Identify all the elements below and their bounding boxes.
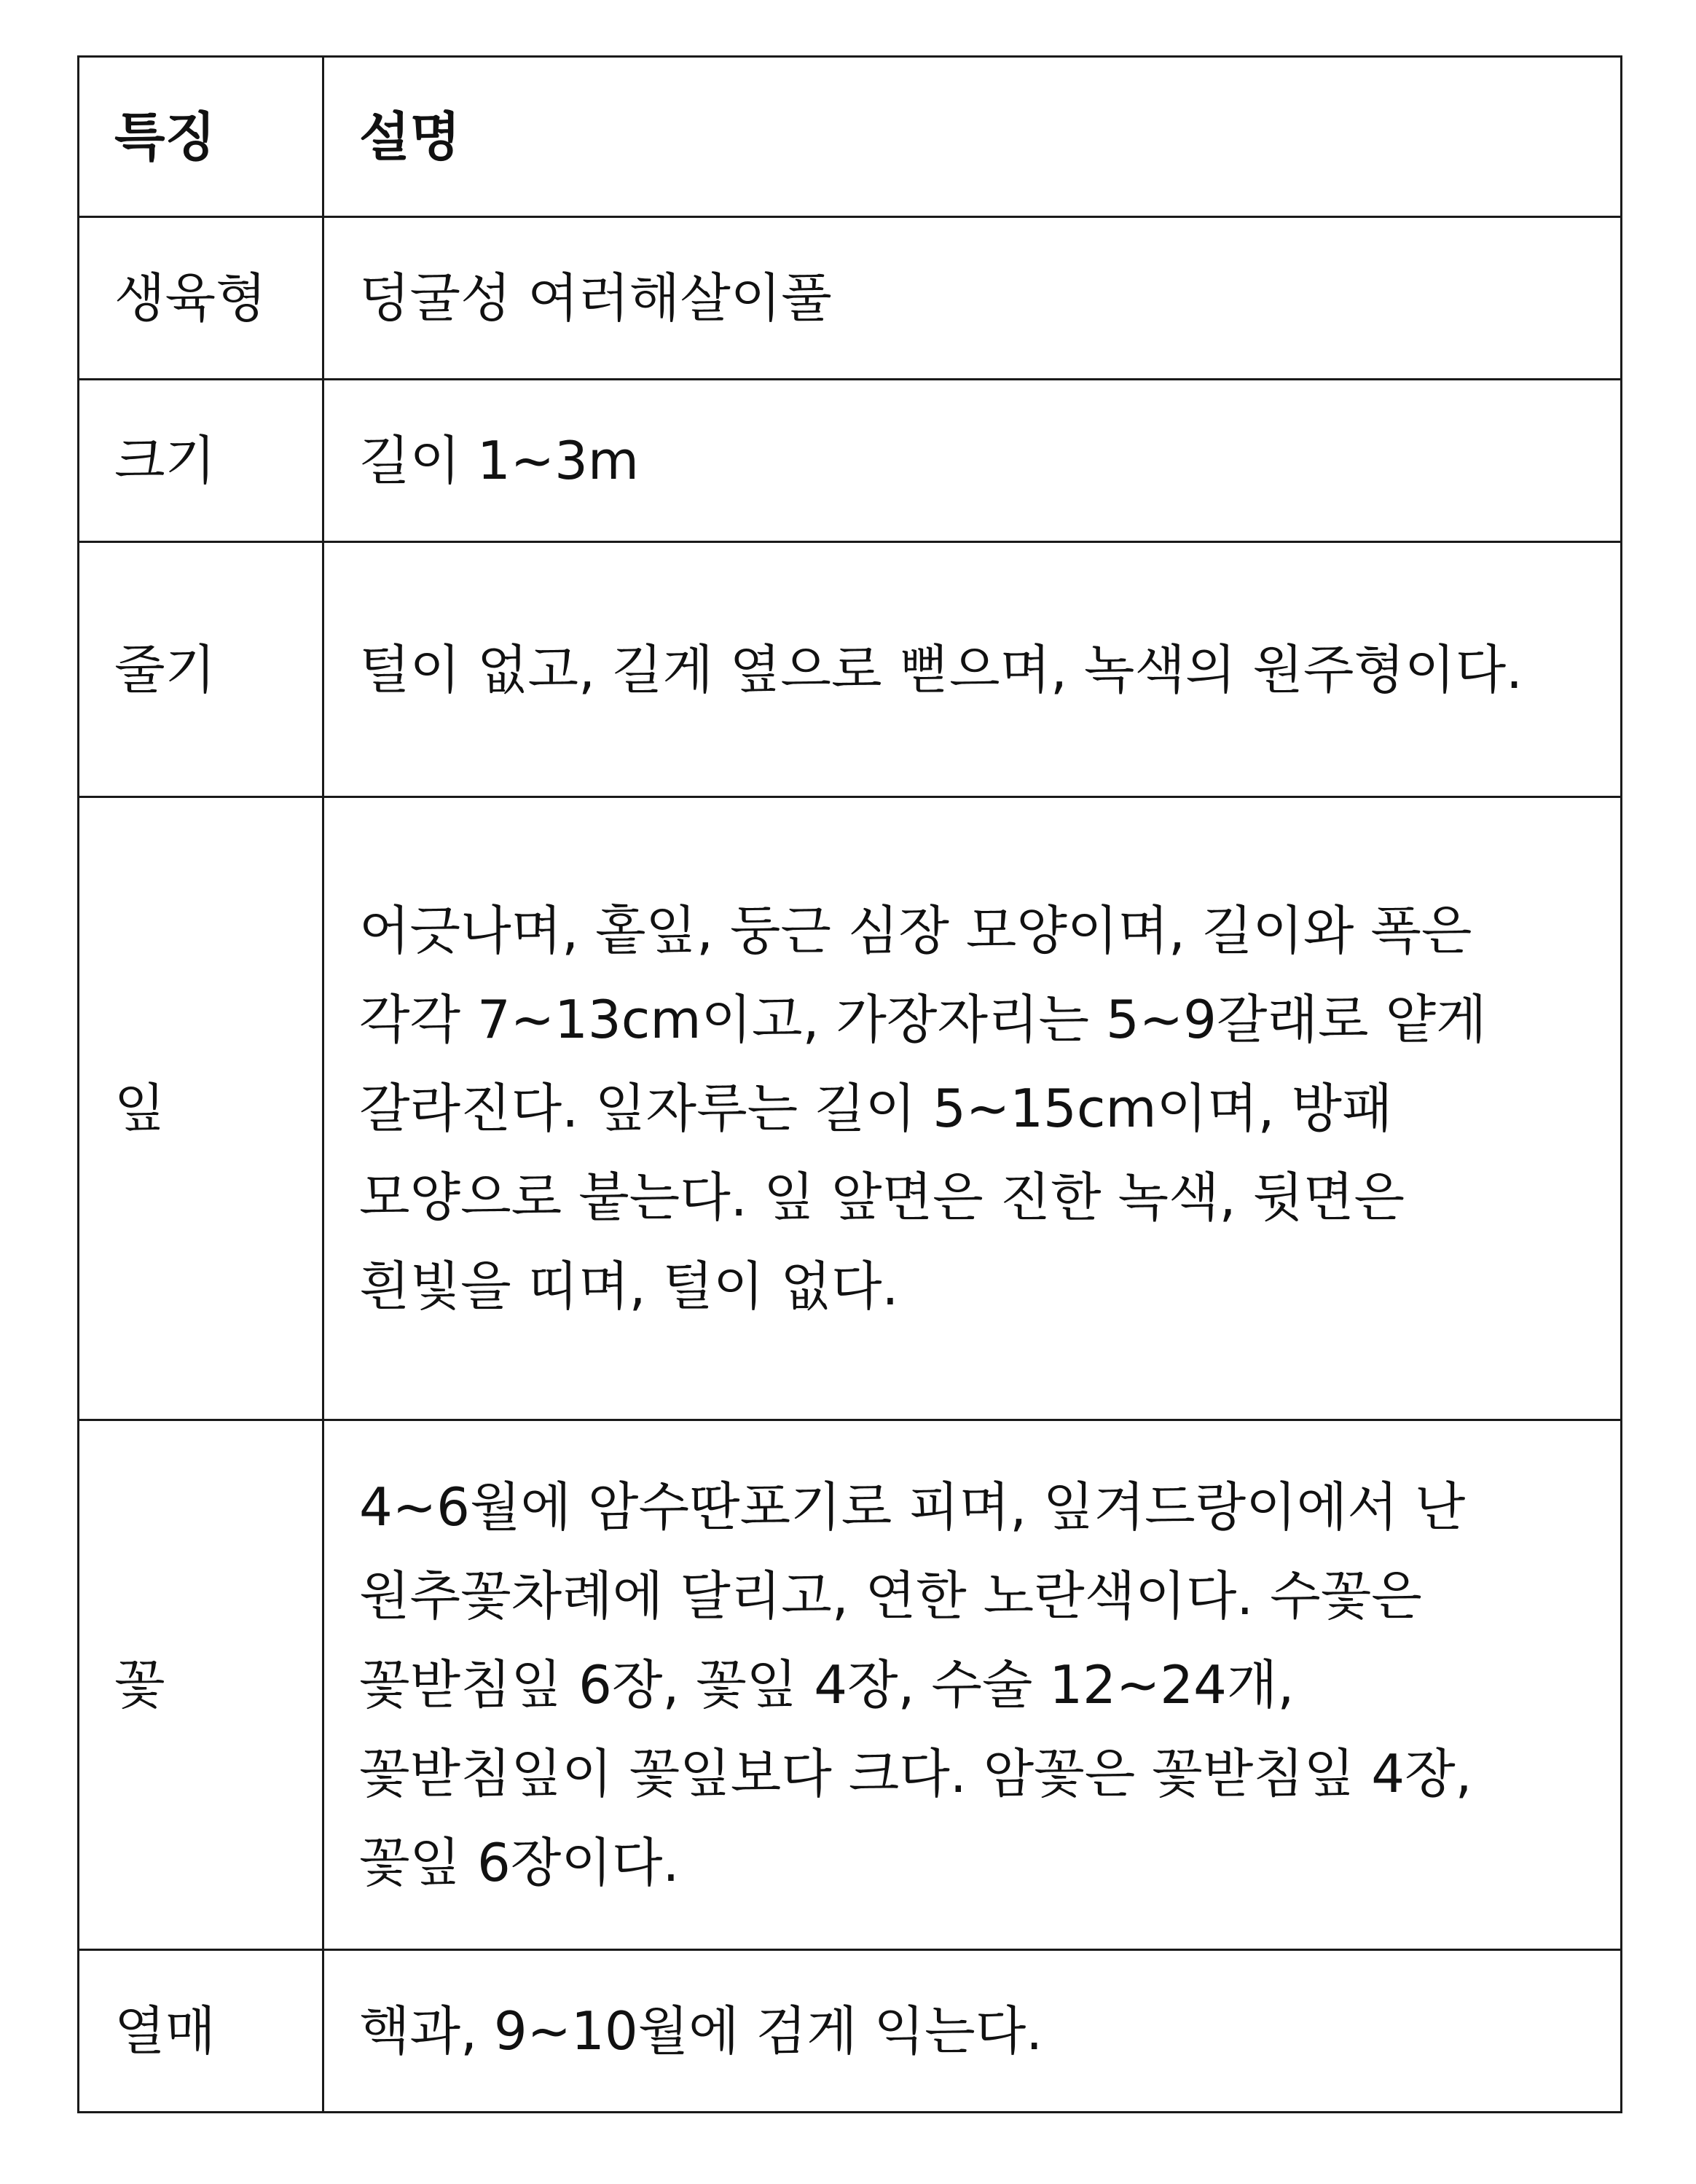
description-cell: 어긋나며, 홑잎, 둥근 심장 모양이며, 길이와 폭은 각각 7~13cm이고, 가장자리는 5~9갈래로 얕게 갈라진다. 잎자루는 길이 5~15cm이며, 방패 모양으로 붙는다. 잎 앞면은 진한 녹색, 뒷면은 흰빛을 띠며, 털이 없다. xyxy=(323,797,1622,1420)
header-description: 설명 xyxy=(323,57,1622,217)
description-cell: 핵과, 9~10월에 검게 익는다. xyxy=(323,1950,1622,2113)
table-header-row xyxy=(79,57,1622,217)
feature-cell: 생육형 xyxy=(79,217,323,380)
table-row xyxy=(79,217,1622,380)
table-row xyxy=(79,1950,1622,2113)
header-feature: 특징 xyxy=(79,57,323,217)
feature-cell: 크기 xyxy=(79,380,323,542)
description-cell: 길이 1~3m xyxy=(323,380,1622,542)
description-cell: 털이 없고, 길게 옆으로 뻗으며, 녹색의 원주형이다. xyxy=(323,542,1622,797)
table-row xyxy=(79,380,1622,542)
feature-cell: 잎 xyxy=(79,797,323,1420)
plant-characteristics-table xyxy=(77,55,1622,2113)
table-row xyxy=(79,542,1622,797)
description-cell: 4~6월에 암수딴포기로 피며, 잎겨드랑이에서 난 원추꽃차례에 달리고, 연한 노란색이다. 수꽃은 꽃받침잎 6장, 꽃잎 4장, 수술 12~24개, 꽃받침잎이 꽃잎보다 크다. 암꽃은 꽃받침잎 4장, 꽃잎 6장이다. xyxy=(323,1420,1622,1950)
table-row xyxy=(79,1420,1622,1950)
feature-cell: 꽃 xyxy=(79,1420,323,1950)
description-cell: 덩굴성 여러해살이풀 xyxy=(323,217,1622,380)
feature-cell: 열매 xyxy=(79,1950,323,2113)
table-row xyxy=(79,797,1622,1420)
feature-cell: 줄기 xyxy=(79,542,323,797)
